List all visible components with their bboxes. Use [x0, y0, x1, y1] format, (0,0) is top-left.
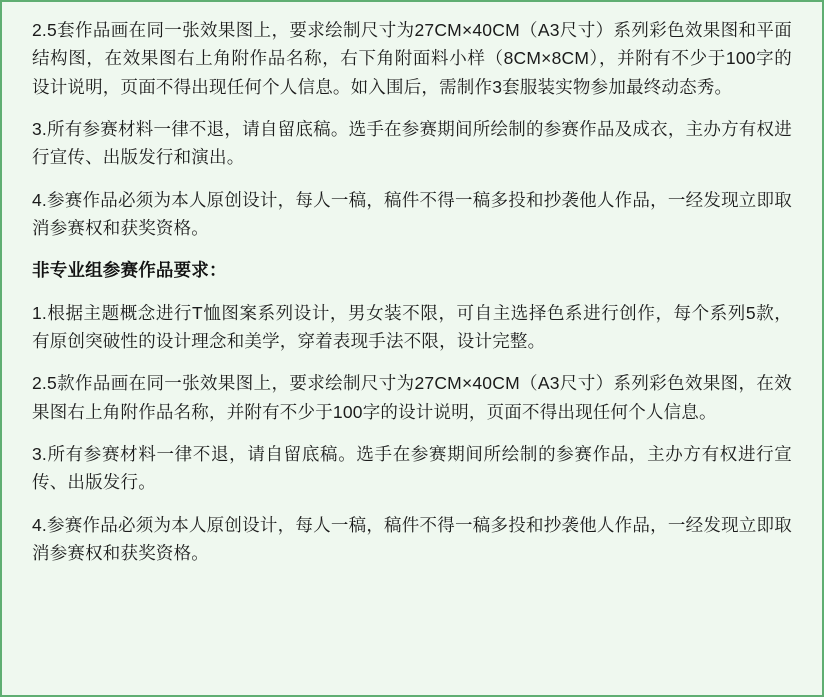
top-spacer	[32, 8, 792, 16]
requirement-nonpro-3: 3.所有参赛材料一律不退，请自留底稿。选手在参赛期间所绘制的参赛作品，主办方有权进行宣传、出版发行。	[32, 444, 792, 493]
requirement-nonpro-4: 4.参赛作品必须为本人原创设计，每人一稿，稿件不得一稿多投和抄袭他人作品，一经发现立即取消参赛权和获奖资格。	[32, 514, 792, 564]
requirement-nonpro-1: 1.根据主题概念进行T恤图案系列设计，男女装不限，可自主选择色系进行创作，每个系列5款，有原创突破性的设计理念和美学，穿着表现手法不限，设计完整。	[32, 302, 792, 352]
requirement-nonpro-2: 2.5款作品画在同一张效果图上，要求绘制尺寸为27CM×40CM（A3尺寸）系列彩色效果图，在效果图右上角附作品名称，并附有不少于100字的设计说明，页面不得出现任何个人信息。	[32, 373, 792, 422]
requirement-pro-4: 4.参赛作品必须为本人原创设计，每人一稿，稿件不得一稿多投和抄袭他人作品，一经发现立即取消参赛权和获奖资格。	[32, 189, 792, 239]
requirement-pro-3: 3.所有参赛材料一律不退，请自留底稿。选手在参赛期间所绘制的参赛作品及成衣，主办方有权进行宣传、出版发行和演出。	[32, 119, 792, 168]
requirement-pro-2: 2.5套作品画在同一张效果图上，要求绘制尺寸为27CM×40CM（A3尺寸）系列彩色效果图和平面结构图，在效果图右上角附作品名称，右下角附面料小样（8CM×8CM），并附有不少于100字的设计说明，页面不得出现任何个人信息。如入围后，需制作3套服装实物参加最终动态秀。	[32, 20, 792, 97]
section-heading-non-professional: 非专业组参赛作品要求：	[32, 260, 227, 281]
document-content	[2, 2, 822, 568]
